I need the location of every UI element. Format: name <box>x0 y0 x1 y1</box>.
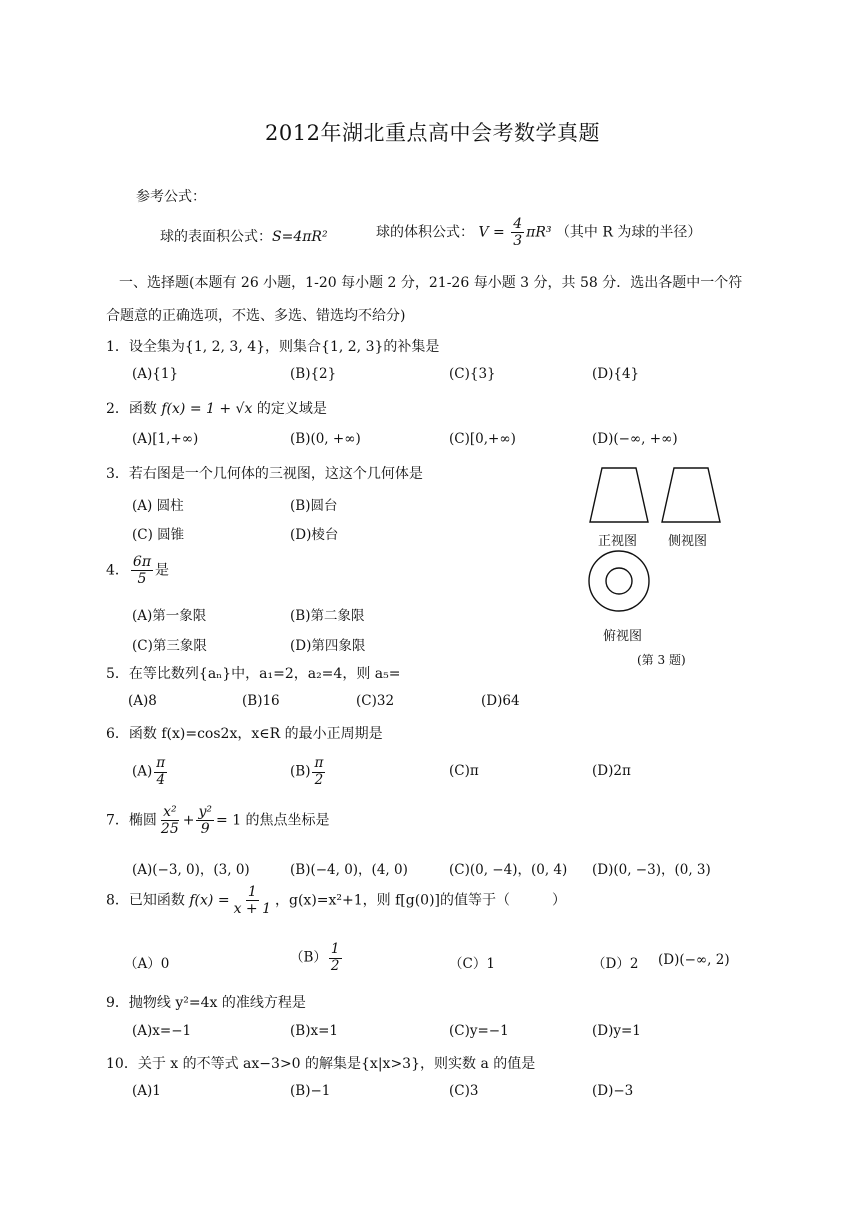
front-view-label: 正视图 <box>598 534 638 549</box>
q8-option-a: （A）0 <box>124 956 170 972</box>
q1-option-c: (C){3} <box>449 366 496 382</box>
sphere-volume-lhs: V = <box>478 224 505 241</box>
q8-option-d-extra: (D)(−∞, 2) <box>658 952 730 968</box>
question-5-stem: 5．在等比数列{aₙ}中，a₁=2，a₂=4，则 a₅= <box>106 666 401 682</box>
q6-option-a: (A) $\frac{\pi}{4}$ <box>132 755 166 788</box>
q10-option-c: (C)3 <box>449 1083 479 1099</box>
sphere-area-formula <box>160 226 328 246</box>
q8-option-c: （C）1 <box>449 956 495 972</box>
section-instructions-line2: 合题意的正确选项，不选、多选、错选均不给分) <box>106 308 406 324</box>
question-1-stem: 1．设全集为{1, 2, 3, 4}，则集合{1, 2, 3}的补集是 <box>106 339 440 355</box>
figure-caption: (第 3 题) <box>637 653 686 667</box>
q2-option-d: (D)(−∞, +∞) <box>592 431 678 447</box>
q3-option-d: (D)棱台 <box>290 527 339 543</box>
top-view-circles <box>586 548 652 614</box>
q7-option-d: (D)(0, −3)，(0, 3) <box>592 862 711 878</box>
sphere-volume-fraction: $\frac{4}{3}$ <box>513 216 523 250</box>
q5-option-d: (D)64 <box>481 693 520 709</box>
q4-option-d: (D)第四象限 <box>290 638 366 654</box>
section-instructions-line1: 一、选择题(本题有 26 小题，1-20 每小题 2 分，21-26 每小题 3 分，共 58 分．选出各题中一个符 <box>119 275 743 291</box>
q8-option-d: （D）2 <box>592 956 639 972</box>
q2-option-a: (A)[1,+∞) <box>132 431 199 447</box>
sphere-area-expr: S=4πR² <box>272 229 328 245</box>
q2-option-c: (C)[0,+∞) <box>449 431 516 447</box>
q3-option-b: (B)圆台 <box>290 498 338 514</box>
q6-option-b: (B) $\frac{\pi}{2}$ <box>290 755 324 788</box>
question-8-stem: 8．已知函数 f(x) = $\frac{1}{x + 1}$ ，g(x)=x²+1，则 f[g(0)]的值等于（ ） <box>106 884 567 918</box>
question-9-stem: 9．抛物线 y²=4x 的准线方程是 <box>106 995 306 1011</box>
q9-option-b: (B)x=1 <box>290 1023 338 1039</box>
q9-option-d: (D)y=1 <box>592 1023 641 1039</box>
q4-option-b: (B)第二象限 <box>290 608 365 624</box>
q6-option-d: (D)2π <box>592 763 631 779</box>
q4-fraction: $\frac{6\pi}{5}$ <box>132 554 152 588</box>
q7-option-a: (A)(−3, 0)，(3, 0) <box>132 862 250 878</box>
question-4-stem: 4． $\frac{6\pi}{5}$ 是 <box>106 554 170 588</box>
q3-option-c: (C) 圆锥 <box>132 527 185 543</box>
q4-option-c: (C)第三象限 <box>132 638 207 654</box>
q7-option-b: (B)(−4, 0)，(4, 0) <box>290 862 408 878</box>
sphere-area-label: 球的表面积公式： <box>160 229 272 245</box>
sphere-volume-rhs: πR³ <box>526 224 552 241</box>
q8-option-b: （B） $\frac{1}{2}$ <box>290 941 340 974</box>
q10-option-d: (D)−3 <box>592 1083 634 1099</box>
question-3-stem: 3．若右图是一个几何体的三视图，这这个几何体是 <box>106 466 423 482</box>
q9-option-c: (C)y=−1 <box>449 1023 509 1039</box>
q5-option-b: (B)16 <box>242 693 280 709</box>
q7-option-c: (C)(0, −4)，(0, 4) <box>449 862 568 878</box>
q10-option-b: (B)−1 <box>290 1083 331 1099</box>
sphere-volume-note: （其中 R 为球的半径） <box>555 224 702 241</box>
q9-option-a: (A)x=−1 <box>132 1023 192 1039</box>
q1-option-d: (D){4} <box>592 366 640 382</box>
q2-option-b: (B)(0, +∞) <box>290 431 361 447</box>
question-10-stem: 10．关于 x 的不等式 ax−3>0 的解集是{x|x>3}，则实数 a 的值是 <box>106 1056 536 1072</box>
q6-option-c: (C)π <box>449 763 479 779</box>
top-view-label: 俯视图 <box>603 629 643 644</box>
q5-option-c: (C)32 <box>356 693 395 709</box>
q10-option-a: (A)1 <box>132 1083 161 1099</box>
front-view-trapezoid <box>586 466 656 526</box>
formula-heading: 参考公式： <box>136 189 206 205</box>
side-view-label: 侧视图 <box>668 534 708 549</box>
q1-option-a: (A){1} <box>132 366 179 382</box>
q5-option-a: (A)8 <box>128 693 157 709</box>
question-6-stem: 6．函数 f(x)=cos2x，x∈R 的最小正周期是 <box>106 726 383 742</box>
q4-option-a: (A)第一象限 <box>132 608 207 624</box>
sphere-volume-formula <box>376 216 701 249</box>
question-7-stem: 7．椭圆 $\frac{\text{x²}}{25}$ + $\frac{\text{y²}}{9}$ = 1 的焦点坐标是 <box>106 804 330 838</box>
page-title: 2012年湖北重点高中会考数学真题 <box>265 121 600 145</box>
side-view-trapezoid <box>658 466 728 526</box>
question-2-stem: 2．函数 f(x) = 1 + √x 的定义域是 <box>106 401 327 417</box>
q1-option-b: (B){2} <box>290 366 337 382</box>
q3-option-a: (A) 圆柱 <box>132 498 184 514</box>
sphere-volume-label: 球的体积公式： <box>376 224 474 241</box>
